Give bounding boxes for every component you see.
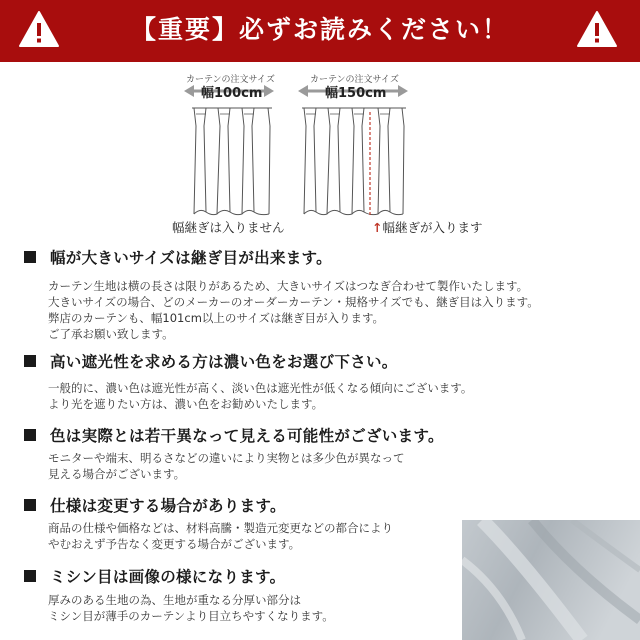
bullet-square-icon bbox=[24, 251, 36, 263]
bullet-square-icon bbox=[24, 570, 36, 582]
seam-note: ↑幅継ぎが入ります bbox=[372, 220, 483, 235]
section-text: モニターや端末、明るさなどの違いにより実物とは多少色が異なって 見える場合がございます。 bbox=[48, 451, 405, 481]
section-heading: 仕様は変更する場合があります。 bbox=[50, 497, 286, 515]
curtain-width-diagram bbox=[0, 62, 640, 240]
curtain-illustration bbox=[300, 104, 408, 218]
section-heading: ミシン目は画像の様になります。 bbox=[50, 568, 286, 586]
bullet-square-icon bbox=[24, 429, 36, 441]
warning-banner bbox=[0, 0, 640, 62]
section-heading: 幅が大きいサイズは継ぎ目が出来ます。 bbox=[50, 249, 332, 267]
section-text: 厚みのある生地の為、生地が重なる分厚い部分は ミシン目が薄手のカーテンより目立ちやすくなります。 bbox=[48, 593, 334, 623]
order-size-caption: カーテンの注文サイズ bbox=[310, 75, 399, 85]
banner-title: 【重要】必ずお読みください！ bbox=[130, 15, 509, 44]
warning-icon bbox=[576, 10, 618, 48]
section-text: 商品の仕様や価格などは、材料高騰・製造元変更などの都合により やむおえず予告なく変更する場合がございます。 bbox=[48, 521, 393, 551]
order-size-caption: カーテンの注文サイズ bbox=[186, 75, 275, 85]
width-label: 幅100cm bbox=[201, 86, 263, 101]
bullet-square-icon bbox=[24, 499, 36, 511]
warning-icon bbox=[18, 10, 60, 48]
fabric-stitch-photo bbox=[462, 520, 640, 640]
arrow-up-icon: ↑ bbox=[372, 220, 383, 235]
section-heading: 高い遮光性を求める方は濃い色をお選び下さい。 bbox=[50, 353, 398, 371]
width-label: 幅150cm bbox=[325, 86, 387, 101]
section-text: カーテン生地は横の長さは限りがあるため、大きいサイズはつなぎ合わせて製作いたします。 大きいサイズの場合、どのメーカーのオーダーカーテン・規格サイズでも、継ぎ目は入ります。 弊店のカーテンも、幅101cm以上のサイズは継ぎ目が入ります。 ご了承お願い致します。 bbox=[48, 279, 539, 341]
bullet-square-icon bbox=[24, 355, 36, 367]
seam-note: 幅継ぎは入りません bbox=[172, 220, 285, 235]
section-text: 一般的に、濃い色は遮光性が高く、淡い色は遮光性が低くなる傾向にございます。 より光を遮りたい方は、濃い色をお勧めいたします。 bbox=[48, 381, 473, 411]
curtain-illustration bbox=[190, 104, 274, 218]
section-heading: 色は実際とは若干異なって見える可能性がございます。 bbox=[50, 427, 444, 445]
